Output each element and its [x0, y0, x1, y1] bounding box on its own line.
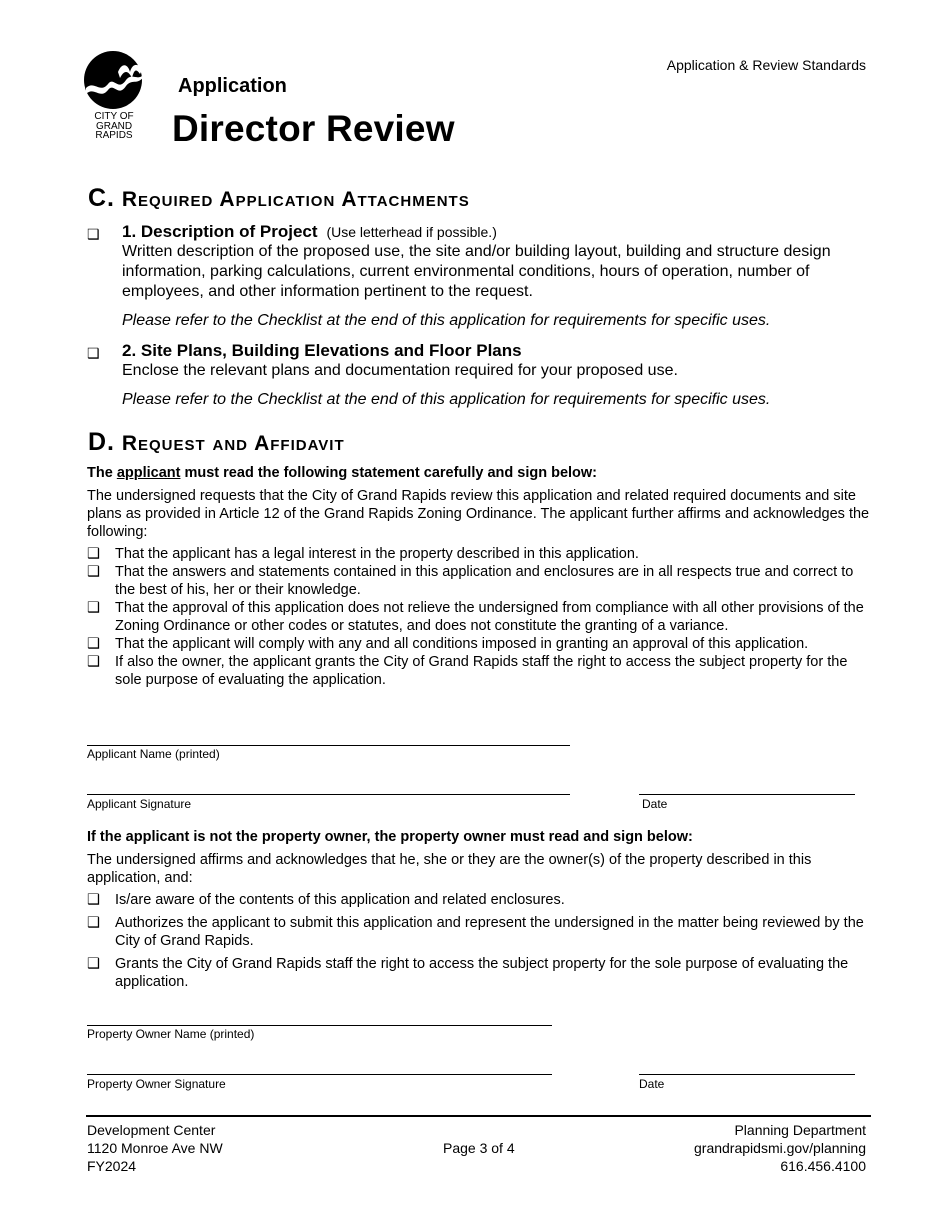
footer-divider — [86, 1115, 871, 1117]
list-item — [87, 563, 877, 599]
owner-date-label: Date — [639, 1077, 665, 1091]
checkbox-icon[interactable]: ❑ — [87, 564, 100, 580]
item-2-title: 2. Site Plans, Building Elevations and Floor Plans — [122, 341, 522, 360]
page-number: Page 3 of 4 — [443, 1140, 515, 1156]
item-site-plans — [122, 341, 842, 409]
city-logo — [84, 50, 146, 145]
owner-name-label: Property Owner Name (printed) — [87, 1027, 255, 1041]
logo-text-line-3: RAPIDS — [95, 130, 133, 141]
owner-affirmation-list — [87, 891, 877, 991]
list-item — [87, 635, 877, 653]
section-c-letter: C. — [88, 184, 115, 212]
application-label: Application — [178, 75, 287, 97]
owner-instruction: If the applicant is not the property owner, the property owner must read and sign below: — [87, 829, 693, 845]
list-item-text: Grants the City of Grand Rapids staff the right to access the subject property for the sole purpose of evaluating the application. — [115, 956, 849, 990]
list-item — [87, 914, 877, 950]
section-d-title: Request and Affidavit — [121, 432, 345, 455]
checkbox-icon[interactable]: ❑ — [87, 600, 100, 616]
applicant-name-field[interactable] — [87, 745, 570, 746]
section-c-title: Required Application Attachments — [121, 188, 470, 211]
item-2-text: Enclose the relevant plans and documentation required for your proposed use. — [122, 362, 678, 379]
list-item-text: If also the owner, the applicant grants the City of Grand Rapids staff the right to access the subject property for the sole purpose of evaluating the application. — [115, 654, 848, 688]
list-item — [87, 599, 877, 635]
applicant-signature-field[interactable] — [87, 794, 570, 795]
applicant-instruction — [87, 465, 597, 481]
applicant-instruction-underlined: applicant — [116, 465, 181, 481]
item-1-note: (Use letterhead if possible.) — [326, 224, 497, 240]
applicant-date-label: Date — [642, 797, 668, 811]
list-item — [87, 955, 877, 991]
checkbox-icon[interactable]: ❑ — [87, 636, 100, 652]
list-item-text: That the applicant has a legal interest in the property described in this application. — [115, 546, 639, 562]
logo-text-line-1: CITY OF — [94, 111, 134, 122]
item-1-title: 1. Description of Project — [122, 222, 318, 241]
checkbox-icon[interactable]: ❑ — [87, 654, 100, 670]
footer-department: Planning Department — [734, 1122, 866, 1138]
applicant-signature-label: Applicant Signature — [87, 797, 192, 811]
owner-date-field[interactable] — [639, 1074, 855, 1075]
checkbox-icon[interactable]: ❑ — [87, 956, 100, 972]
item-1-reference: Please refer to the Checklist at the end of this application for requirements for specific uses. — [122, 312, 771, 329]
list-item — [87, 653, 877, 689]
checkbox-icon[interactable]: ❑ — [87, 892, 100, 908]
applicant-name-label: Applicant Name (printed) — [87, 747, 220, 761]
item-1-text: Written description of the proposed use, the site and/or building layout, building and structure design information, parking calculations, current environmental conditions, hours of operation, number of employees, and other information pertinent to the request. — [122, 243, 831, 300]
list-item-text: Authorizes the applicant to submit this application and represent the undersigned in the matter being reviewed by the City of Grand Rapids. — [115, 915, 864, 949]
owner-intro: The undersigned affirms and acknowledges that he, she or they are the owner(s) of the property described in this application, and: — [87, 852, 812, 886]
document-series-label: Application & Review Standards — [666, 57, 866, 73]
city-logo-emblem-icon — [84, 50, 146, 112]
section-d-letter: D. — [88, 428, 115, 456]
applicant-date-field[interactable] — [639, 794, 855, 795]
list-item-text: Is/are aware of the contents of this application and related enclosures. — [115, 892, 565, 908]
footer-fiscal-year: FY2024 — [87, 1158, 137, 1174]
list-item-text: That the applicant will comply with any and all conditions imposed in granting an approval of this application. — [115, 636, 809, 652]
list-item — [87, 545, 877, 563]
footer-left — [87, 1121, 223, 1175]
applicant-instruction-prefix: The — [87, 465, 117, 481]
logo-text-line-2: GRAND — [95, 120, 133, 132]
checkbox-site-plans[interactable]: ❑ — [87, 345, 100, 361]
applicant-intro: The undersigned requests that the City of Grand Rapids review this application and related required documents and site plans as provided in Article 12 of the Grand Rapids Zoning Ordinance. The applicant further affirms and acknowledges the following: — [87, 488, 870, 540]
footer-office: Development Center — [87, 1122, 216, 1138]
applicant-affirmation-list — [87, 545, 877, 689]
item-2-reference: Please refer to the Checklist at the end of this application for requirements for specific uses. — [122, 391, 771, 408]
owner-name-field[interactable] — [87, 1025, 552, 1026]
applicant-instruction-suffix: must read the following statement carefully and sign below: — [180, 465, 598, 481]
section-d-heading — [88, 428, 345, 457]
footer-right — [694, 1121, 866, 1175]
list-item-text: That the answers and statements contained in this application and enclosures are in all respects true and correct to the best of his, her or their knowledge. — [115, 564, 854, 598]
footer-address: 1120 Monroe Ave NW — [87, 1140, 223, 1156]
footer-phone: 616.456.4100 — [780, 1158, 866, 1174]
item-description-of-project — [122, 222, 842, 330]
footer-website-link[interactable]: grandrapidsmi.gov/planning — [694, 1140, 866, 1156]
list-item — [87, 891, 877, 909]
section-c-heading — [88, 184, 470, 213]
checkbox-icon[interactable]: ❑ — [87, 546, 100, 562]
owner-signature-label: Property Owner Signature — [87, 1077, 226, 1091]
checkbox-icon[interactable]: ❑ — [87, 915, 100, 931]
list-item-text: That the approval of this application does not relieve the undersigned from compliance with all other provisions of the Zoning Ordinance or other codes or statutes, and does not constitute the granting of a variance. — [115, 600, 864, 634]
page-title: Director Review — [172, 108, 455, 149]
checkbox-description-of-project[interactable]: ❑ — [87, 226, 100, 242]
owner-signature-field[interactable] — [87, 1074, 552, 1075]
